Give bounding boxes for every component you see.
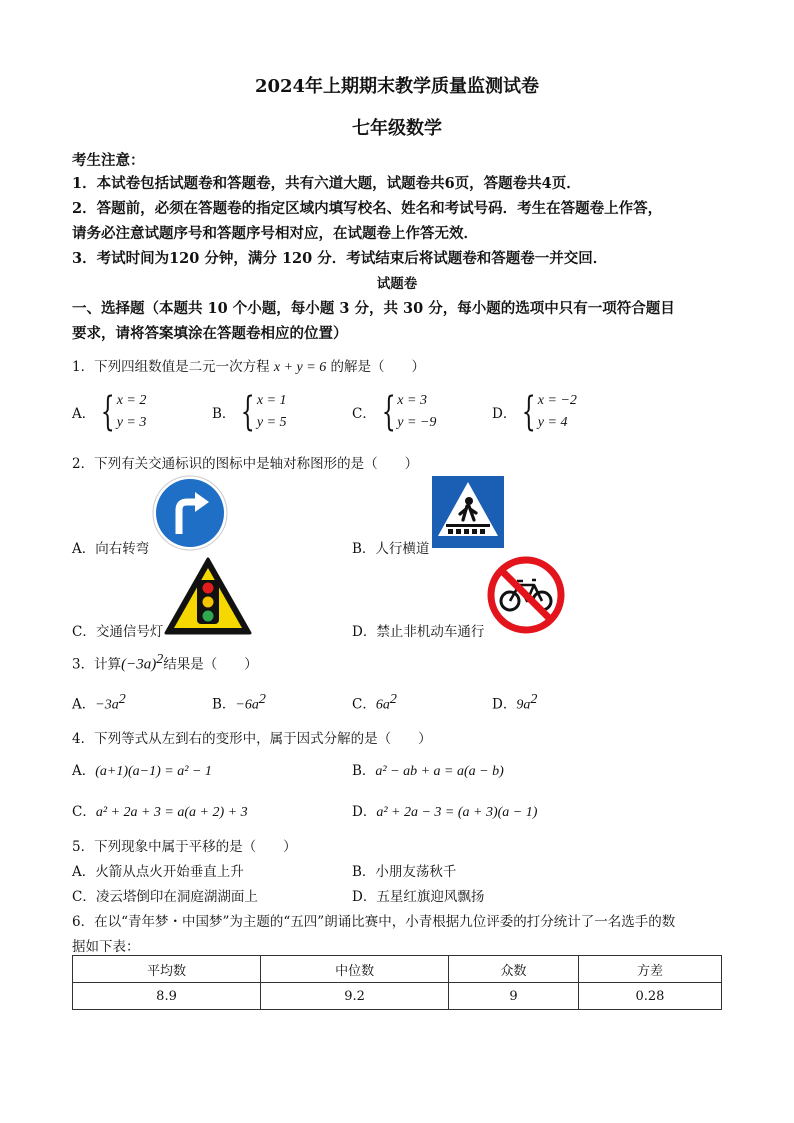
q1-option-a[interactable] [72,389,147,435]
brace-icon: { [381,389,396,435]
q3-option-d[interactable] [492,692,537,714]
table-header-cell: 平均数 [73,956,261,983]
q4-option-c[interactable] [72,800,248,821]
q3-option-c[interactable] [352,692,397,714]
question-2-stem: 2．下列有关交通标识的图标中是轴对称图形的是（ ） [72,456,419,472]
table-row [73,983,722,1010]
score-stats-table [72,955,722,1010]
q5-option-d[interactable]: D．五星红旗迎风飘扬 [352,889,485,905]
q4-option-d[interactable] [352,800,537,821]
table-header-row [73,956,722,983]
q4-option-a[interactable] [72,759,212,780]
eq-row: x = 1 [256,393,287,408]
question-6-stem-cont: 据如下表： [72,939,140,955]
exponent: 2 [389,692,397,707]
notice-item: 2．答题前，必须在答题卷的指定区域内填写校名、姓名和考试号码．考生在答题卷上作答， [72,200,663,217]
question-3-stem [72,652,258,674]
notice-item: 请务必注意试题序号和答题序号相对应，在试题卷上作答无效． [72,225,478,242]
option-label: B． [352,763,376,779]
q1-option-d[interactable] [492,389,577,435]
q2-option-b[interactable]: B．人行横道 [352,541,430,557]
option-label: D． [492,696,517,713]
question-1-stem [72,355,425,376]
part1-heading-cont: 要求，请将答案填涂在答题卷相应的位置） [72,325,348,342]
expression: (−3a) [121,656,157,673]
crosswalk-sign-icon [432,476,504,548]
brace-icon: { [100,389,115,435]
q1-option-b[interactable] [212,389,287,435]
brace-icon: { [522,389,537,435]
exponent: 2 [258,692,266,707]
option-label: D． [492,406,517,422]
eq-row: y = 3 [116,415,147,430]
table-header-cell: 中位数 [261,956,449,983]
option-value: 9a [516,697,531,713]
option-expr: a² + 2a − 3 = (a + 3)(a − 1) [376,805,538,820]
q3-option-a[interactable] [72,692,126,714]
option-label: C． [352,696,376,713]
brace-icon: { [241,389,256,435]
exponent: 2 [530,692,538,707]
eq-row: x = 2 [116,393,147,408]
table-cell: 9 [449,983,579,1010]
notice-item: 1．本试卷包括试题卷和答题卷，共有六道大题，试题卷共6页，答题卷共4页． [72,175,581,192]
notice-heading: 考生注意： [72,152,145,169]
stem-text: 1．下列四组数值是二元一次方程 [72,359,270,375]
equation: x + y = 6 [273,360,327,375]
q1-option-c[interactable] [352,389,437,435]
option-value: −6a [235,697,259,713]
option-label: A． [72,763,96,779]
option-expr: a² − ab + a = a(a − b) [375,764,504,779]
eq-row: y = 4 [537,415,568,430]
eq-row: y = 5 [256,415,287,430]
exponent: 2 [156,652,164,667]
option-value: 6a [375,697,390,713]
exponent: 2 [118,692,126,707]
option-label: A． [72,696,96,713]
option-value: −3a [95,697,119,713]
q3-option-b[interactable] [212,692,266,714]
table-cell: 0.28 [578,983,721,1010]
turn-right-sign-icon [151,474,229,552]
traffic-light-sign-icon [164,556,252,636]
option-expr: (a+1)(a−1) = a² − 1 [95,764,212,779]
q4-option-b[interactable] [352,759,504,780]
question-6-stem: 6．在以“青年梦・中国梦”为主题的“五四”朗诵比赛中，小青根据九位评委的打分统计了一名选手的数 [72,914,676,930]
table-cell: 9.2 [261,983,449,1010]
option-label: B． [212,696,236,713]
section-label: 试题卷 [376,276,418,292]
option-label: A． [72,406,96,422]
eq-row: y = −9 [397,415,437,430]
stem-text: 结果是（ ） [163,656,258,673]
stem-text: 的解是（ ） [330,359,426,375]
table-header-cell: 方差 [578,956,721,983]
eq-row: x = −2 [537,393,577,408]
page-title: 2024年上期期末教学质量监测试卷 [254,76,540,97]
q2-option-a[interactable]: A．向右转弯 [72,541,150,557]
eq-row: x = 3 [397,393,427,408]
q5-option-a[interactable]: A．火箭从点火开始垂直上升 [72,864,244,880]
option-label: B． [212,406,236,422]
no-bicycle-sign-icon [487,556,565,634]
question-4-stem: 4．下列等式从左到右的变形中，属于因式分解的是（ ） [72,731,432,747]
q5-option-b[interactable]: B．小朋友荡秋千 [352,864,457,880]
option-label: C． [352,406,376,422]
page-subtitle: 七年级数学 [352,118,442,139]
part1-heading: 一、选择题（本题共 10 个小题，每小题 3 分，共 30 分，每小题的选项中只有一项符合题目 [72,300,675,317]
table-header-cell: 众数 [449,956,579,983]
stem-text: 3．计算 [72,656,122,673]
notice-item: 3．考试时间为120 分钟，满分 120 分．考试结束后将试题卷和答题卷一并交回． [72,250,608,267]
option-expr: a² + 2a + 3 = a(a + 2) + 3 [95,805,248,820]
option-label: D． [352,804,377,820]
q2-option-c[interactable]: C．交通信号灯 [72,624,164,640]
question-5-stem: 5．下列现象中属于平移的是（ ） [72,839,297,855]
q5-option-c[interactable]: C．凌云塔倒印在洞庭湖湖面上 [72,889,258,905]
q2-option-d[interactable]: D．禁止非机动车通行 [352,624,485,640]
table-cell: 8.9 [73,983,261,1010]
option-label: C． [72,804,96,820]
